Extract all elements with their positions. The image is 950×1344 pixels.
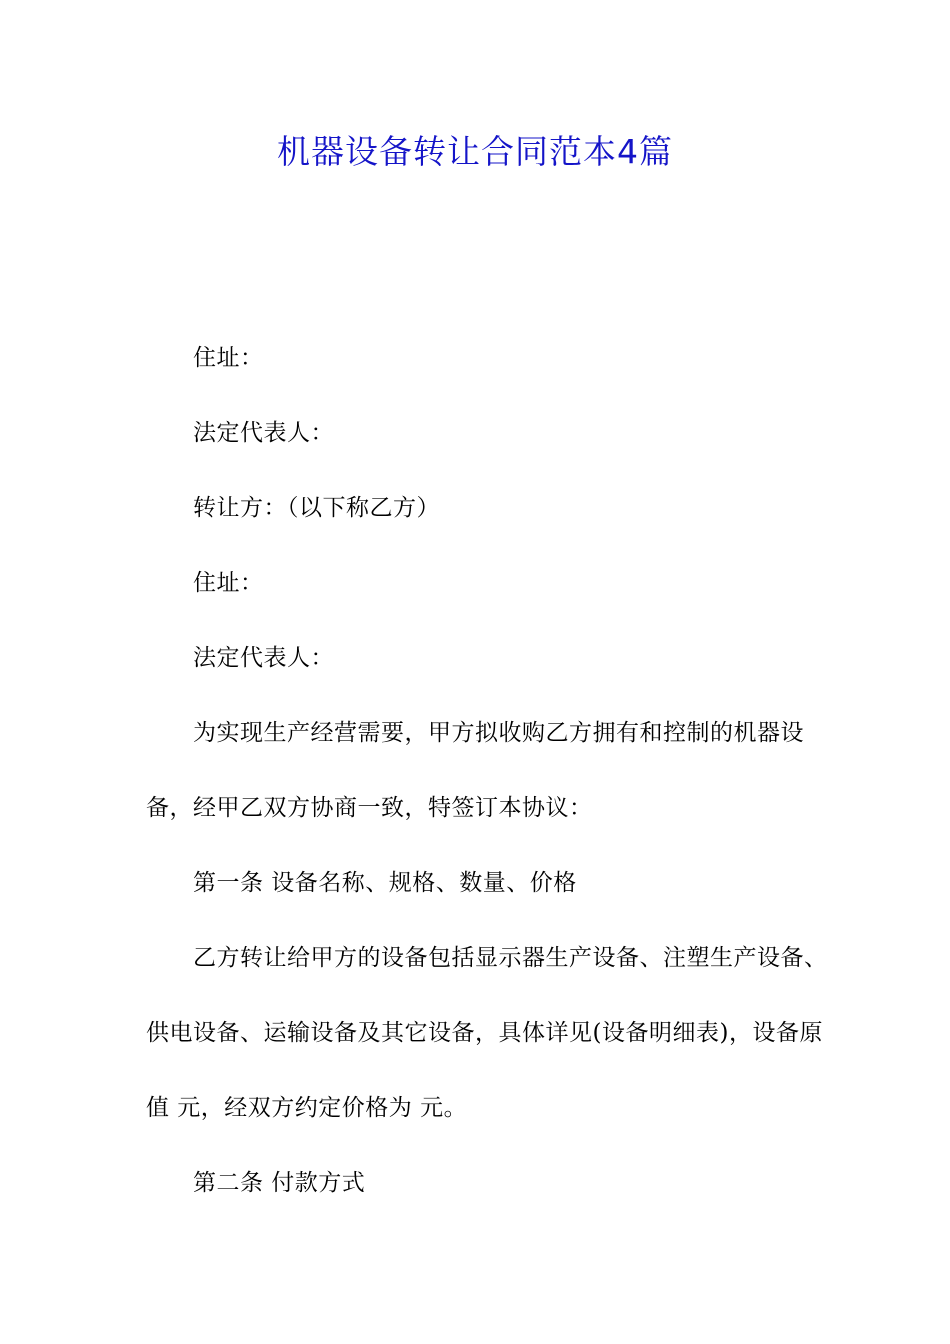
preamble-paragraph: 为实现生产经营需要，甲方拟收购乙方拥有和控制的机器设备，经甲乙双方协商一致，特签订本协议： <box>146 720 804 821</box>
article-one-heading: 第一条 设备名称、规格、数量、价格 <box>193 870 577 896</box>
transferor-line: 转让方：（以下称乙方） <box>193 495 440 521</box>
address-line-2: 住址： <box>193 570 264 596</box>
article-two-heading: 第二条 付款方式 <box>193 1170 366 1196</box>
legal-representative-line-2: 法定代表人： <box>193 645 334 671</box>
document-title: 机器设备转让合同范本4篇 <box>277 132 673 171</box>
document-body <box>146 340 836 1240</box>
address-line-1: 住址： <box>193 345 264 371</box>
article-one-paragraph: 乙方转让给甲方的设备包括显示器生产设备、注塑生产设备、供电设备、运输设备及其它设备，具体详见(设备明细表)，设备原值 元，经双方约定价格为 元。 <box>146 945 828 1121</box>
legal-representative-line-1: 法定代表人： <box>193 420 334 446</box>
